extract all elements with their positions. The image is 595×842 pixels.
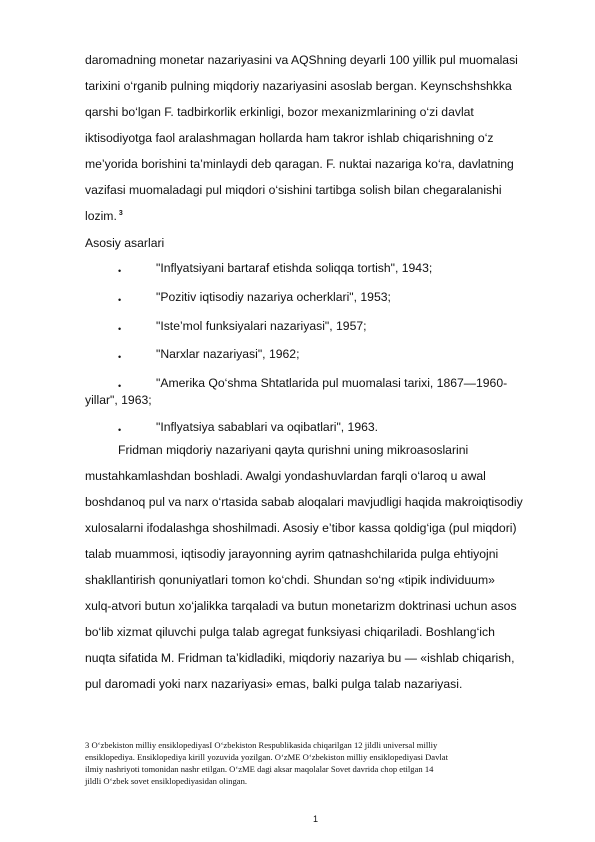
paragraph-1-line-5: me’yorida borishini ta’minlaydi deb qaragan. F. nuktai nazariga ko‘ra, davlatning: [85, 157, 514, 171]
page-number: 1: [313, 814, 319, 824]
bullet-dot: •: [118, 352, 122, 362]
works-heading: Asosiy asarlari: [85, 236, 165, 250]
paragraph-2-line-1: Fridman miqdoriy nazariyani qayta qurishni uning mikroasoslarini: [118, 443, 469, 457]
paragraph-1-line-2: tarixini o‘rganib pulning miqdoriy nazariyasini asoslab bergan. Keynschshshkka: [85, 79, 512, 93]
paragraph-1-line-1: daromadning monetar nazariyasini va AQShning deyarli 100 yillik pul muomalasi: [85, 53, 518, 67]
paragraph-2-line-6: shakllantirish qonuniyatlari tomon ko‘chdi. Shundan so‘ng «tipik individuum»: [85, 573, 495, 587]
paragraph-2-line-10: pul daromadi yoki narx nazariyasi» emas, balki pulga talab nazariyasi.: [85, 677, 463, 691]
bullet-dot: •: [118, 425, 122, 435]
paragraph-2-line-3: boshdanoq pul va narx o‘rtasida sabab aloqalari mavjudligi haqida makroiqtisodiy: [85, 495, 523, 509]
paragraph-1-line-3: qarshi bo‘lgan F. tadbirkorlik erkinligi, bozor mexanizmlarining o‘zi davlat: [85, 105, 474, 119]
footnote-line-2: ensiklopediya. Ensiklopediya kirill yozuvida yozilgan. O‘zME O‘zbekiston milliy ensiklopediyasi Davlat: [85, 752, 449, 762]
paragraph-1-last-text: lozim.: [85, 209, 117, 224]
footnote-reference: 3: [118, 210, 123, 217]
paragraph-1-line-6: vazifasi muomaladagi pul miqdori o‘sishini tartibga solish bilan chegaralanishi: [85, 183, 502, 197]
paragraph-1-line-4: iktisodiyotga faol aralashmagan hollarda ham takror ishlab chiqarishning o‘z: [85, 131, 494, 145]
works-item-5: "Amerika Qo‘shma Shtatlarida pul muomalasi tarixi, 1867—1960-: [156, 376, 508, 390]
bullet-dot: •: [118, 295, 122, 305]
paragraph-2-line-7: xulq-atvori butun xo‘jalikka tarqaladi va butun monetarizm doktrinasi uchun asos: [85, 599, 517, 613]
works-item-5-continuation: yillar", 1963;: [85, 393, 152, 407]
works-item-2: "Pozitiv iqtisodiy nazariya ocherklari", 1953;: [156, 290, 391, 304]
footnote-line-4: jildli O‘zbek sovet ensiklopediyasidan olingan.: [85, 776, 248, 786]
bullet-dot: •: [118, 381, 122, 391]
works-item-6: "Inflyatsiya sabablari va oqibatlari", 1963.: [156, 420, 379, 434]
bullet-dot: •: [118, 324, 122, 334]
paragraph-2-line-5: talab muammosi, iqtisodiy jarayonning ayrim qatnashchilarida pulga ehtiyojni: [85, 547, 499, 561]
paragraph-2-line-8: bo‘lib xizmat qiluvchi pulga talab agregat funksiyasi chiqariladi. Boshlang‘ich: [85, 625, 495, 639]
paragraph-2-line-9: nuqta sifatida M. Fridman ta’kidladiki, miqdoriy nazariya bu — «ishlab chiqarish,: [85, 651, 515, 665]
bullet-dot: •: [118, 266, 122, 276]
footnote-line-1: 3 O‘zbekiston milliy ensiklopediyasI O‘zbekiston Respublikasida chiqarilgan 12 jildli universal milliy: [85, 740, 438, 750]
paragraph-1-last-line: [85, 207, 123, 223]
works-item-4: "Narxlar nazariyasi", 1962;: [156, 347, 300, 361]
paragraph-2-line-2: mustahkamlashdan boshladi. Awalgi yondashuvlardan farqli o‘laroq u awal: [85, 469, 486, 483]
footnote-line-3: ilmiy nashriyoti tomonidan nashr etilgan. O‘zME dagi aksar maqolalar Sovet davrida chop etilgan 14: [85, 764, 434, 774]
works-item-3: "Iste’mol funksiyalari nazariyasi", 1957;: [156, 319, 367, 333]
paragraph-2-line-4: xulosalarni ifodalashga shoshilmadi. Asosiy e’tibor kassa qoldig‘iga (pul miqdori): [85, 521, 517, 535]
works-item-1: "Inflyatsiyani bartaraf etishda soliqqa tortish", 1943;: [156, 261, 433, 275]
